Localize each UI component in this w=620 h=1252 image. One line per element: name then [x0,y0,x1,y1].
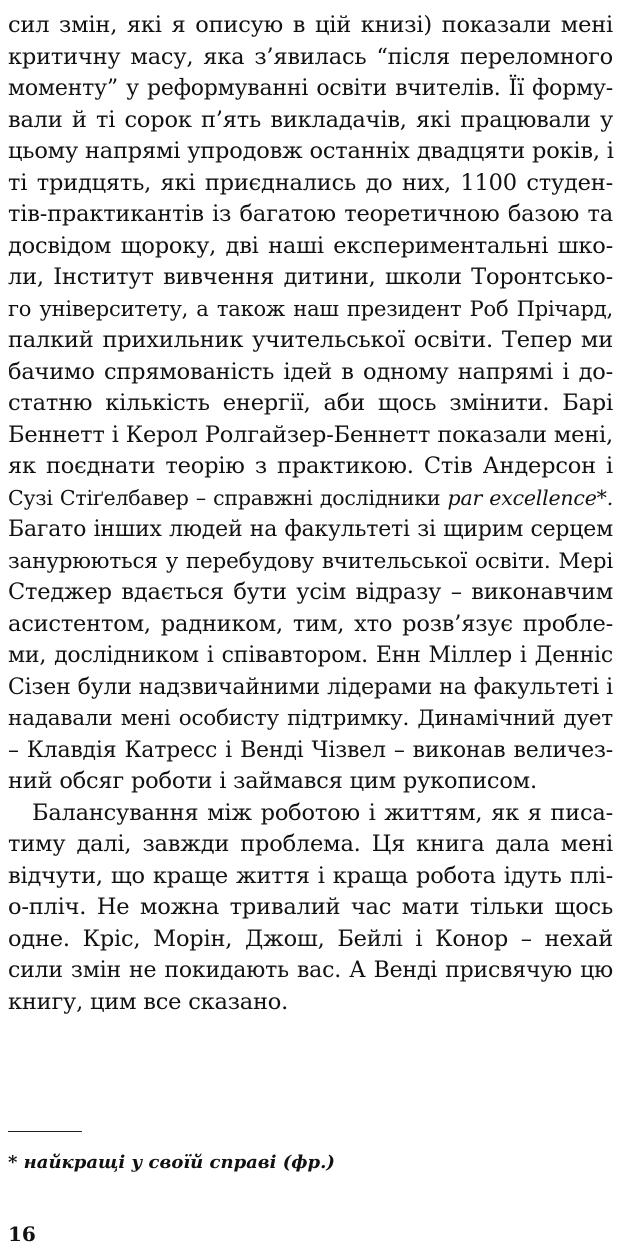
text-line: відчути, що краще життя і краща робота ідуть плі- [8,862,613,889]
text-line: о-пліч. Не можна тривалий час мати тільки щось [8,894,613,920]
text-line: вали й ті сорок п’ять викладачів, які працювали у [8,106,613,133]
text-line: надавали мені особисту підтримку. Динамічний дует [8,706,613,731]
text-line: асистентом, радником, тим, хто розв’язує пробле- [8,610,613,637]
text-line: тів-практикантів із багатою теоретичною базою та [8,201,613,227]
text-line: моменту” у реформуванні освіти вчителів. Її форму- [8,76,613,101]
body-text [8,10,613,1018]
text-line: Сізен були надзвичайними лідерами на факультеті і [8,674,613,700]
text-line: Беннетт і Керол Ролгайзер-Беннетт показали мені, [8,421,613,448]
text-line: як поєднати теорію з практикою. Стів Андерсон і [8,453,613,479]
text-line: Стеджер вдається бути усім відразу – виконавчим [8,579,613,605]
text-line: сили змін не покидають вас. А Венді присвячую цю [8,958,613,983]
text-line: палкий прихильник учительської освіти. Тепер ми [8,327,613,353]
text-line: сил змін, які я описую в цій книзі) показали мені [8,12,613,38]
text-line: книгу, цим все сказано. [8,988,289,1015]
text-line: ний обсяг роботи і займався цим рукописом. [8,768,537,794]
text-line: одне. Кріс, Морін, Джош, Бейлі і Конор – нехай [8,925,613,952]
text-line: цьому напрямі упродовж останніх двадцяти років, і [8,138,614,164]
text-line: тиму далі, завжди проблема. Ця книга дала мені [8,831,613,857]
italic-phrase: par excellence*. [447,485,614,510]
text-line: Балансування між роботою і життям, як я писа- [32,799,613,826]
text-line: бачимо спрямованість ідей в одному напрямі і до- [8,358,613,385]
text-line: статню кількість енергії, аби щось змінити. Барі [8,390,613,416]
text-segment: Сузі Стіґелбавер – справжні дослідники [8,485,448,510]
text-line: занурюються у перебудову вчительської освіти. Мері [8,548,613,574]
text-line-with-italic [8,483,613,515]
page-number: 16 [8,1222,36,1246]
text-line: ми, дослідником і співавтором. Енн Міллер і Денніс [8,643,613,668]
footnote: * найкращі у своїй справі (фр.) [8,1152,335,1173]
text-line: ли, Інститут вивчення дитини, школи Торонтсько- [8,264,613,290]
text-line: критичну масу, яка з’явилась “після переломного [8,43,613,70]
text-line: Багато інших людей на факультеті зі щирим серцем [8,517,613,542]
text-line: ті тридцять, які приєднались до них, 1100 студен- [8,169,613,196]
text-line: досвідом щороку, дві наші експериментальні шко- [8,232,613,259]
text-line: – Клавдія Катресс і Венді Чізвел – виконав величез- [8,737,613,763]
text-line: го університету, а також наш президент Роб Прічард, [8,296,613,321]
footnote-divider [8,1131,82,1132]
